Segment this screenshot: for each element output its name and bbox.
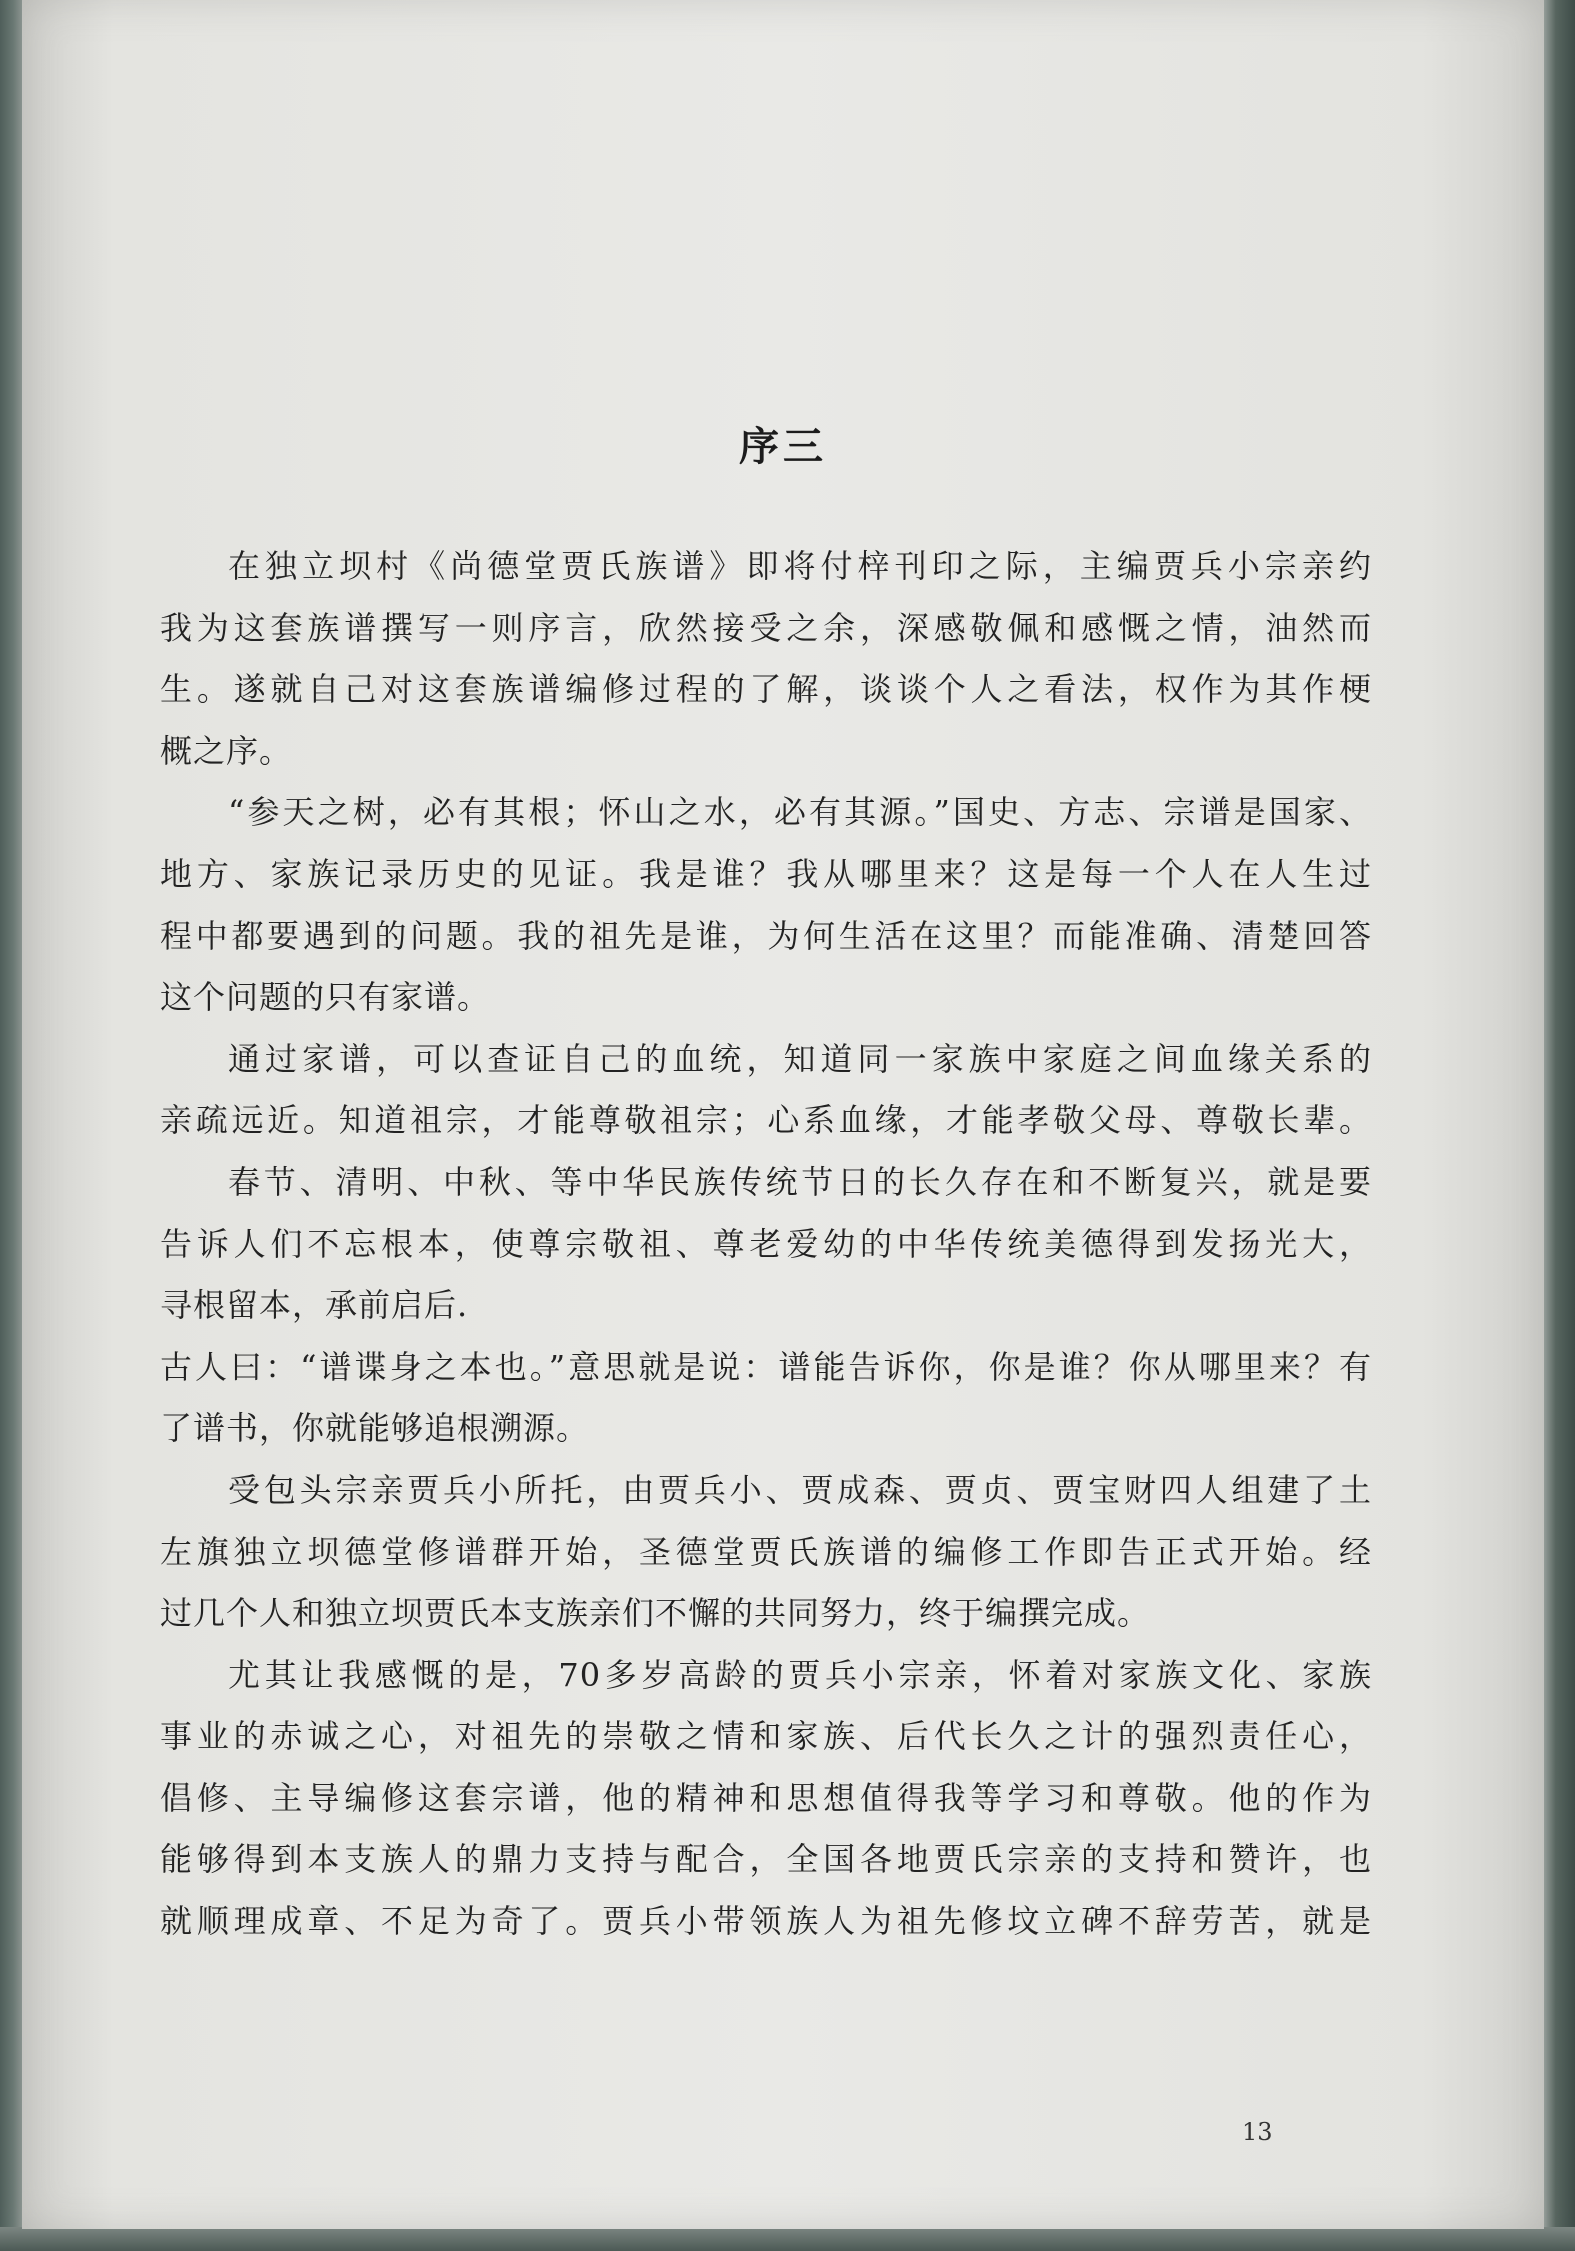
text-line: 事业的赤诚之心，对祖先的崇敬之情和家族、后代长久之计的强烈责任心， (160, 1717, 1372, 1756)
text-line: 受包头宗亲贾兵小所托，由贾兵小、贾成森、贾贞、贾宝财四人组建了土 (228, 1470, 1372, 1509)
book-cover-left-edge (0, 0, 22, 2251)
text-line: 寻根留本，承前启后. (160, 1286, 469, 1325)
text-line: 过几个人和独立坝贾氏本支族亲们不懈的共同努力，终于编撰完成。 (160, 1594, 1151, 1633)
text-line: 我为这套族谱撰写一则序言，欣然接受之余，深感敬佩和感慨之情，油然而 (160, 608, 1372, 647)
book-cover-bottom-edge (0, 2227, 1575, 2251)
text-line: 在独立坝村《尚德堂贾氏族谱》即将付梓刊印之际，主编贾兵小宗亲约 (228, 547, 1372, 585)
text-line: 倡修、主导编修这套宗谱，他的精神和思想值得我等学习和尊敬。他的作为 (160, 1778, 1372, 1817)
text-line: 概之序。 (160, 731, 293, 770)
text-line: 古人曰：“谱谍身之本也。”意思就是说：谱能告诉你，你是谁？你从哪里来？有 (160, 1347, 1372, 1386)
text-line: 通过家谱，可以查证自己的血统，知道同一家族中家庭之间血缘关系的 (228, 1039, 1372, 1078)
text-line: 这个问题的只有家谱。 (160, 978, 491, 1017)
text-line: 能够得到本支族人的鼎力支持与配合，全国各地贾氏宗亲的支持和赞许，也 (160, 1840, 1372, 1879)
text-line: 就顺理成章、不足为奇了。贾兵小带领族人为祖先修坟立碑不辞劳苦，就是 (160, 1902, 1372, 1941)
text-line: 亲疏远近。知道祖宗，才能尊敬祖宗；心系血缘，才能孝敬父母、尊敬长辈。 (160, 1101, 1372, 1140)
text-line: “参天之树，必有其根；怀山之水，必有其源。”国史、方志、宗谱是国家、 (228, 793, 1372, 832)
text-line: 生。遂就自己对这套族谱编修过程的了解，谈谈个人之看法，权作为其作梗 (160, 670, 1372, 709)
text-line: 了谱书，你就能够追根溯源。 (160, 1409, 590, 1448)
book-page (22, 0, 1544, 2229)
text-line: 春节、清明、中秋、等中华民族传统节日的长久存在和不断复兴，就是要 (228, 1162, 1372, 1201)
text-line: 地方、家族记录历史的见证。我是谁？我从哪里来？这是每一个人在人生过 (160, 854, 1372, 893)
text-line: 左旗独立坝德堂修谱群开始，圣德堂贾氏族谱的编修工作即告正式开始。经 (160, 1532, 1372, 1571)
chapter-title: 序三 (739, 424, 827, 470)
text-line: 程中都要遇到的问题。我的祖先是谁，为何生活在这里？而能准确、清楚回答 (160, 916, 1372, 955)
page-number: 13 (1242, 2118, 1273, 2146)
text-line: 告诉人们不忘根本，使尊宗敬祖、尊老爱幼的中华传统美德得到发扬光大， (160, 1224, 1372, 1263)
book-cover-right-edge (1543, 0, 1575, 2251)
text-line: 尤其让我感慨的是，70多岁高龄的贾兵小宗亲，怀着对家族文化、家族 (228, 1655, 1372, 1694)
body-text (160, 536, 1372, 1953)
